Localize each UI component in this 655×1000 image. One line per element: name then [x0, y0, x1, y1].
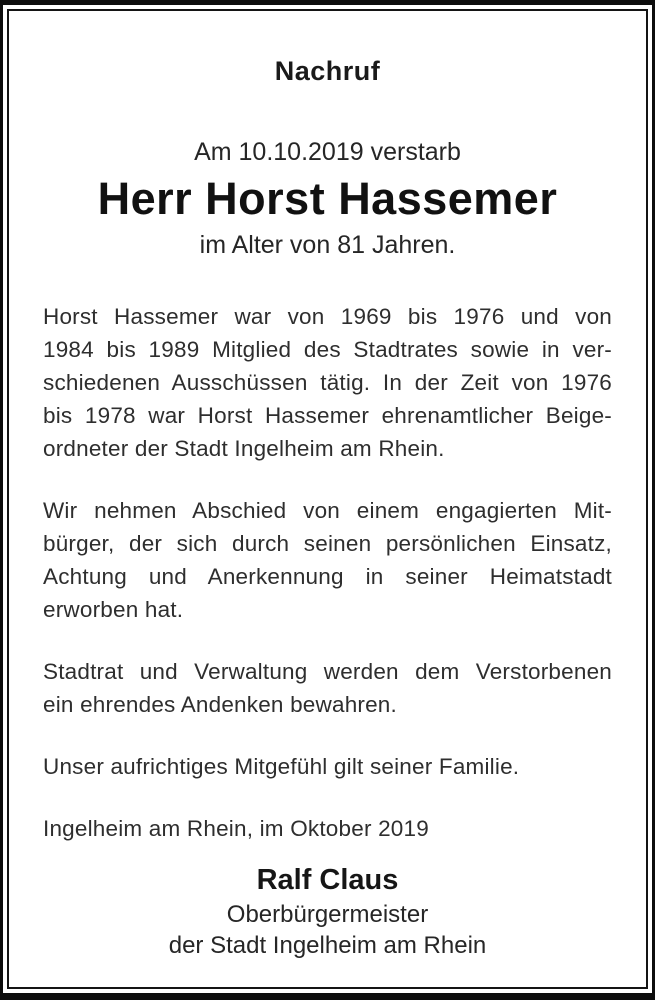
- paragraph-remembrance: [43, 655, 612, 721]
- body-line: 1984 bis 1989 Mitglied des Stadtrates sowie in ver-: [43, 337, 612, 362]
- place-date-line: Ingelheim am Rhein, im Oktober 2019: [43, 816, 429, 841]
- body-line: bis 1978 war Horst Hassemer ehrenamtlicher Beige-: [43, 403, 612, 428]
- body-line: ein ehrendes Andenken bewahren.: [43, 692, 397, 717]
- signature-organization: der Stadt Ingelheim am Rhein: [168, 932, 487, 959]
- signature-role: Oberbürgermeister: [226, 901, 429, 928]
- paragraph-farewell: [43, 494, 612, 626]
- body-line: schiedenen Ausschüssen tätig. In der Zeit von 1976: [43, 370, 612, 395]
- body-line: bürger, der sich durch seinen persönlichen Einsatz,: [43, 531, 612, 556]
- notice-body: [43, 300, 612, 845]
- signature-name: Ralf Claus: [256, 864, 399, 896]
- signature-block: [43, 861, 612, 961]
- notice-title: Nachruf: [274, 56, 381, 86]
- body-line: erworben hat.: [43, 597, 184, 622]
- body-line: Wir nehmen Abschied von einem engagierten Mit-: [43, 498, 612, 523]
- body-line: Horst Hassemer war von 1969 bis 1976 und von: [43, 304, 612, 329]
- body-line: Achtung und Anerkennung in seiner Heimatstadt: [43, 564, 612, 589]
- body-line: Stadtrat und Verwaltung werden dem Verstorbenen: [43, 659, 612, 684]
- body-line: Unser aufrichtiges Mitgefühl gilt seiner Familie.: [43, 754, 520, 779]
- inner-frame: [7, 9, 648, 989]
- death-date-line: Am 10.10.2019 verstarb: [194, 138, 461, 166]
- age-line: im Alter von 81 Jahren.: [199, 231, 456, 259]
- paragraph-condolence: [43, 750, 612, 783]
- deceased-name: Herr Horst Hassemer: [97, 173, 558, 224]
- paragraph-career: [43, 300, 612, 465]
- body-line: ordneter der Stadt Ingelheim am Rhein.: [43, 436, 445, 461]
